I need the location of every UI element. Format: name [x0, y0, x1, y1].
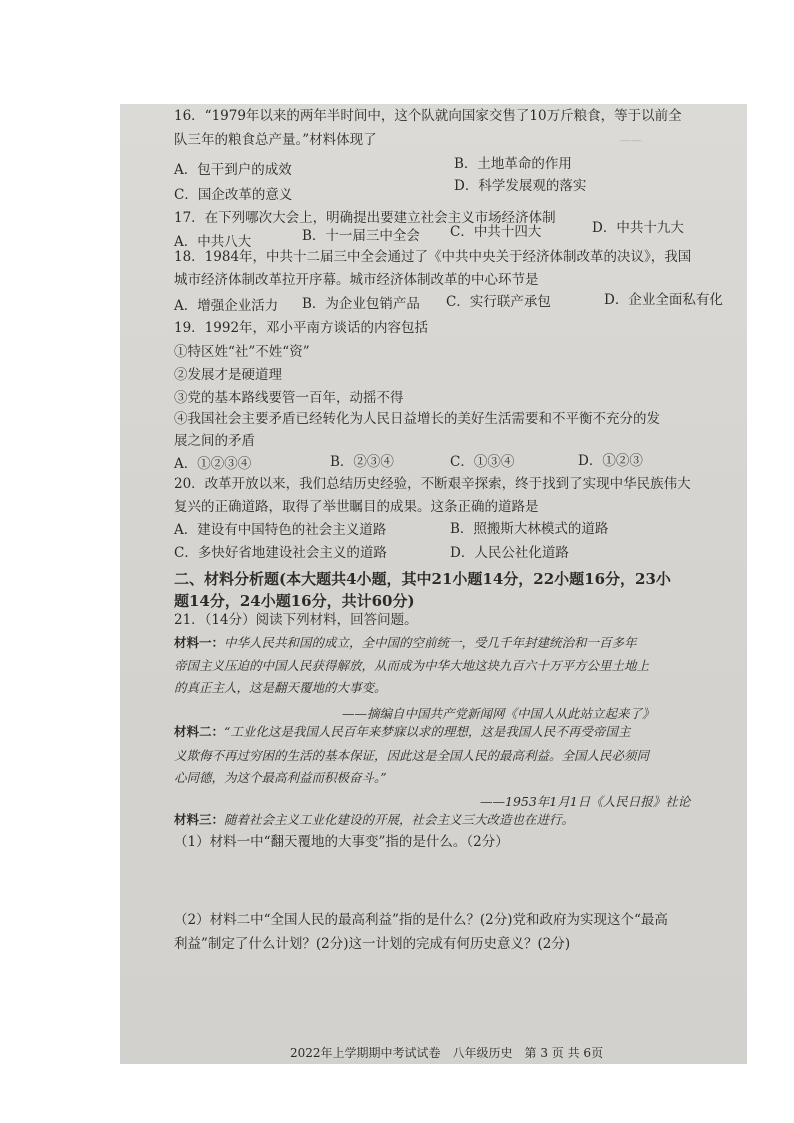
q18-option-c: C．实行联产承包 [446, 294, 551, 310]
material-2-label: 材料二： [174, 724, 225, 739]
material-2-text-1: “工业化这是我国人民百年来梦寐以求的理想，这是我国人民不再受帝国主 [224, 724, 631, 739]
material-1-line2: 帝国主义压迫的中国人民获得解放，从而成为中华大地这块九百六十万平方公里土地上 [174, 658, 650, 673]
q18-option-b: B．为企业包销产品 [302, 296, 420, 312]
material-2-line3: 心同德，为这个最高利益而积极奋斗。” [174, 770, 387, 785]
q16-option-b: B．土地革命的作用 [454, 156, 572, 172]
q17-option-d: D．中共十九大 [592, 220, 684, 236]
material-2-line2: 义欺侮不再过穷困的生活的基本保证，因此这是全国人民的最高利益。全国人民必须同 [174, 748, 650, 763]
section2-heading-line2: 题14分，24小题16分，共计60分) [174, 592, 415, 610]
q17-option-a: A．中共八大 [174, 234, 252, 250]
q19-option-b: B．②③④ [330, 454, 394, 470]
q17-stem: 17．在下列哪次大会上，明确提出要建立社会主义市场经济体制 [174, 210, 556, 226]
q20-option-d: D．人民公社化道路 [450, 545, 569, 561]
material-3-line [174, 814, 574, 827]
q16-stem-line2: 队三年的粮食总产量。”材料体现了 [174, 132, 377, 148]
q18-option-a: A．增强企业活力 [174, 298, 279, 314]
q21-subquestion-2-line1: （2）材料二中“全国人民的最高利益”指的是什么？(2分)党和政府为实现这个“最高 [174, 912, 668, 928]
q19-item-4-line2: 展之间的矛盾 [174, 433, 255, 449]
q20-option-a: A．建设有中国特色的社会主义道路 [174, 522, 387, 538]
q19-option-d: D．①②③ [578, 453, 643, 469]
material-3-text: 随着社会主义工业化建设的开展，社会主义三大改造也在进行。 [224, 812, 575, 827]
exam-page [120, 104, 747, 1064]
q18-option-d: D．企业全面私有化 [604, 292, 723, 308]
material-1-label: 材料一： [174, 635, 225, 650]
q19-item-4-line1: ④我国社会主要矛盾已经转化为人民日益增长的美好生活需要和不平衡不充分的发 [174, 411, 660, 427]
q18-stem-line1: 18．1984年，中共十二届三中全会通过了《中共中央关于经济体制改革的决议》，我国 [174, 249, 692, 265]
q16-option-c: C．国企改革的意义 [174, 187, 293, 203]
material-1-line3: 的真正主人，这是翻天覆地的大事变。 [174, 680, 387, 695]
material-1-line1 [174, 637, 637, 650]
q21-subquestion-1: （1）材料一中“翻天覆地的大事变”指的是什么。（2分） [174, 834, 509, 850]
q19-stem: 19．1992年，邓小平南方谈话的内容包括 [174, 320, 429, 336]
q20-stem-line1: 20．改革开放以来，我们总结历史经验，不断艰辛探索，终于找到了实现中华民族伟大 [174, 476, 691, 492]
q16-stem-line1: 16．“1979年以来的两年半时间中，这个队就向国家交售了10万斤粮食，等于以前全 [174, 108, 682, 124]
q21-intro: 21．（14分）阅读下列材料，回答问题。 [174, 612, 418, 628]
q20-option-b: B．照搬斯大林模式的道路 [450, 521, 609, 537]
material-3-label: 材料三： [174, 812, 225, 827]
page-footer: 2022年上学期期中考试试卷 八年级历史 第 3 页 共 6页 [290, 1046, 604, 1060]
material-2-source: ——1953年1月1日《人民日报》社论 [480, 794, 691, 809]
q18-stem-line2: 城市经济体制改革拉开序幕。城市经济体制改革的中心环节是 [174, 272, 539, 288]
q19-item-1: ①特区姓“社”不姓“资” [174, 344, 310, 360]
q19-option-a: A．①②③④ [174, 456, 252, 472]
q21-subquestion-2-line2: 利益”制定了什么计划？(2分)这一计划的完成有何历史意义？(2分) [174, 936, 571, 952]
q19-item-3: ③党的基本路线要管一百年，动摇不得 [174, 390, 404, 406]
q16-option-d: D．科学发展观的落实 [454, 178, 587, 194]
bleed-through-text: —— [620, 134, 642, 147]
q20-option-c: C．多快好省地建设社会主义的道路 [174, 545, 387, 561]
q16-option-a: A．包干到户的成效 [174, 162, 292, 178]
section2-heading-line1: 二、材料分析题(本大题共4小题，其中21小题14分，22小题16分，23小 [174, 570, 671, 588]
q19-option-c: C．①③④ [450, 454, 515, 470]
material-2-line1 [174, 726, 630, 739]
q17-option-c: C．中共十四大 [450, 224, 542, 240]
q19-item-2: ②发展才是硬道理 [174, 367, 282, 383]
q17-option-b: B．十一届三中全会 [302, 228, 420, 244]
q20-stem-line2: 复兴的正确道路，取得了举世瞩目的成果。这条正确的道路是 [174, 499, 539, 515]
material-1-source: ——摘编自中国共产党新闻网《中国人从此站立起来了》 [342, 706, 655, 721]
material-1-text-1: 中华人民共和国的成立，全中国的空前统一，受几千年封建统治和一百多年 [224, 635, 637, 650]
